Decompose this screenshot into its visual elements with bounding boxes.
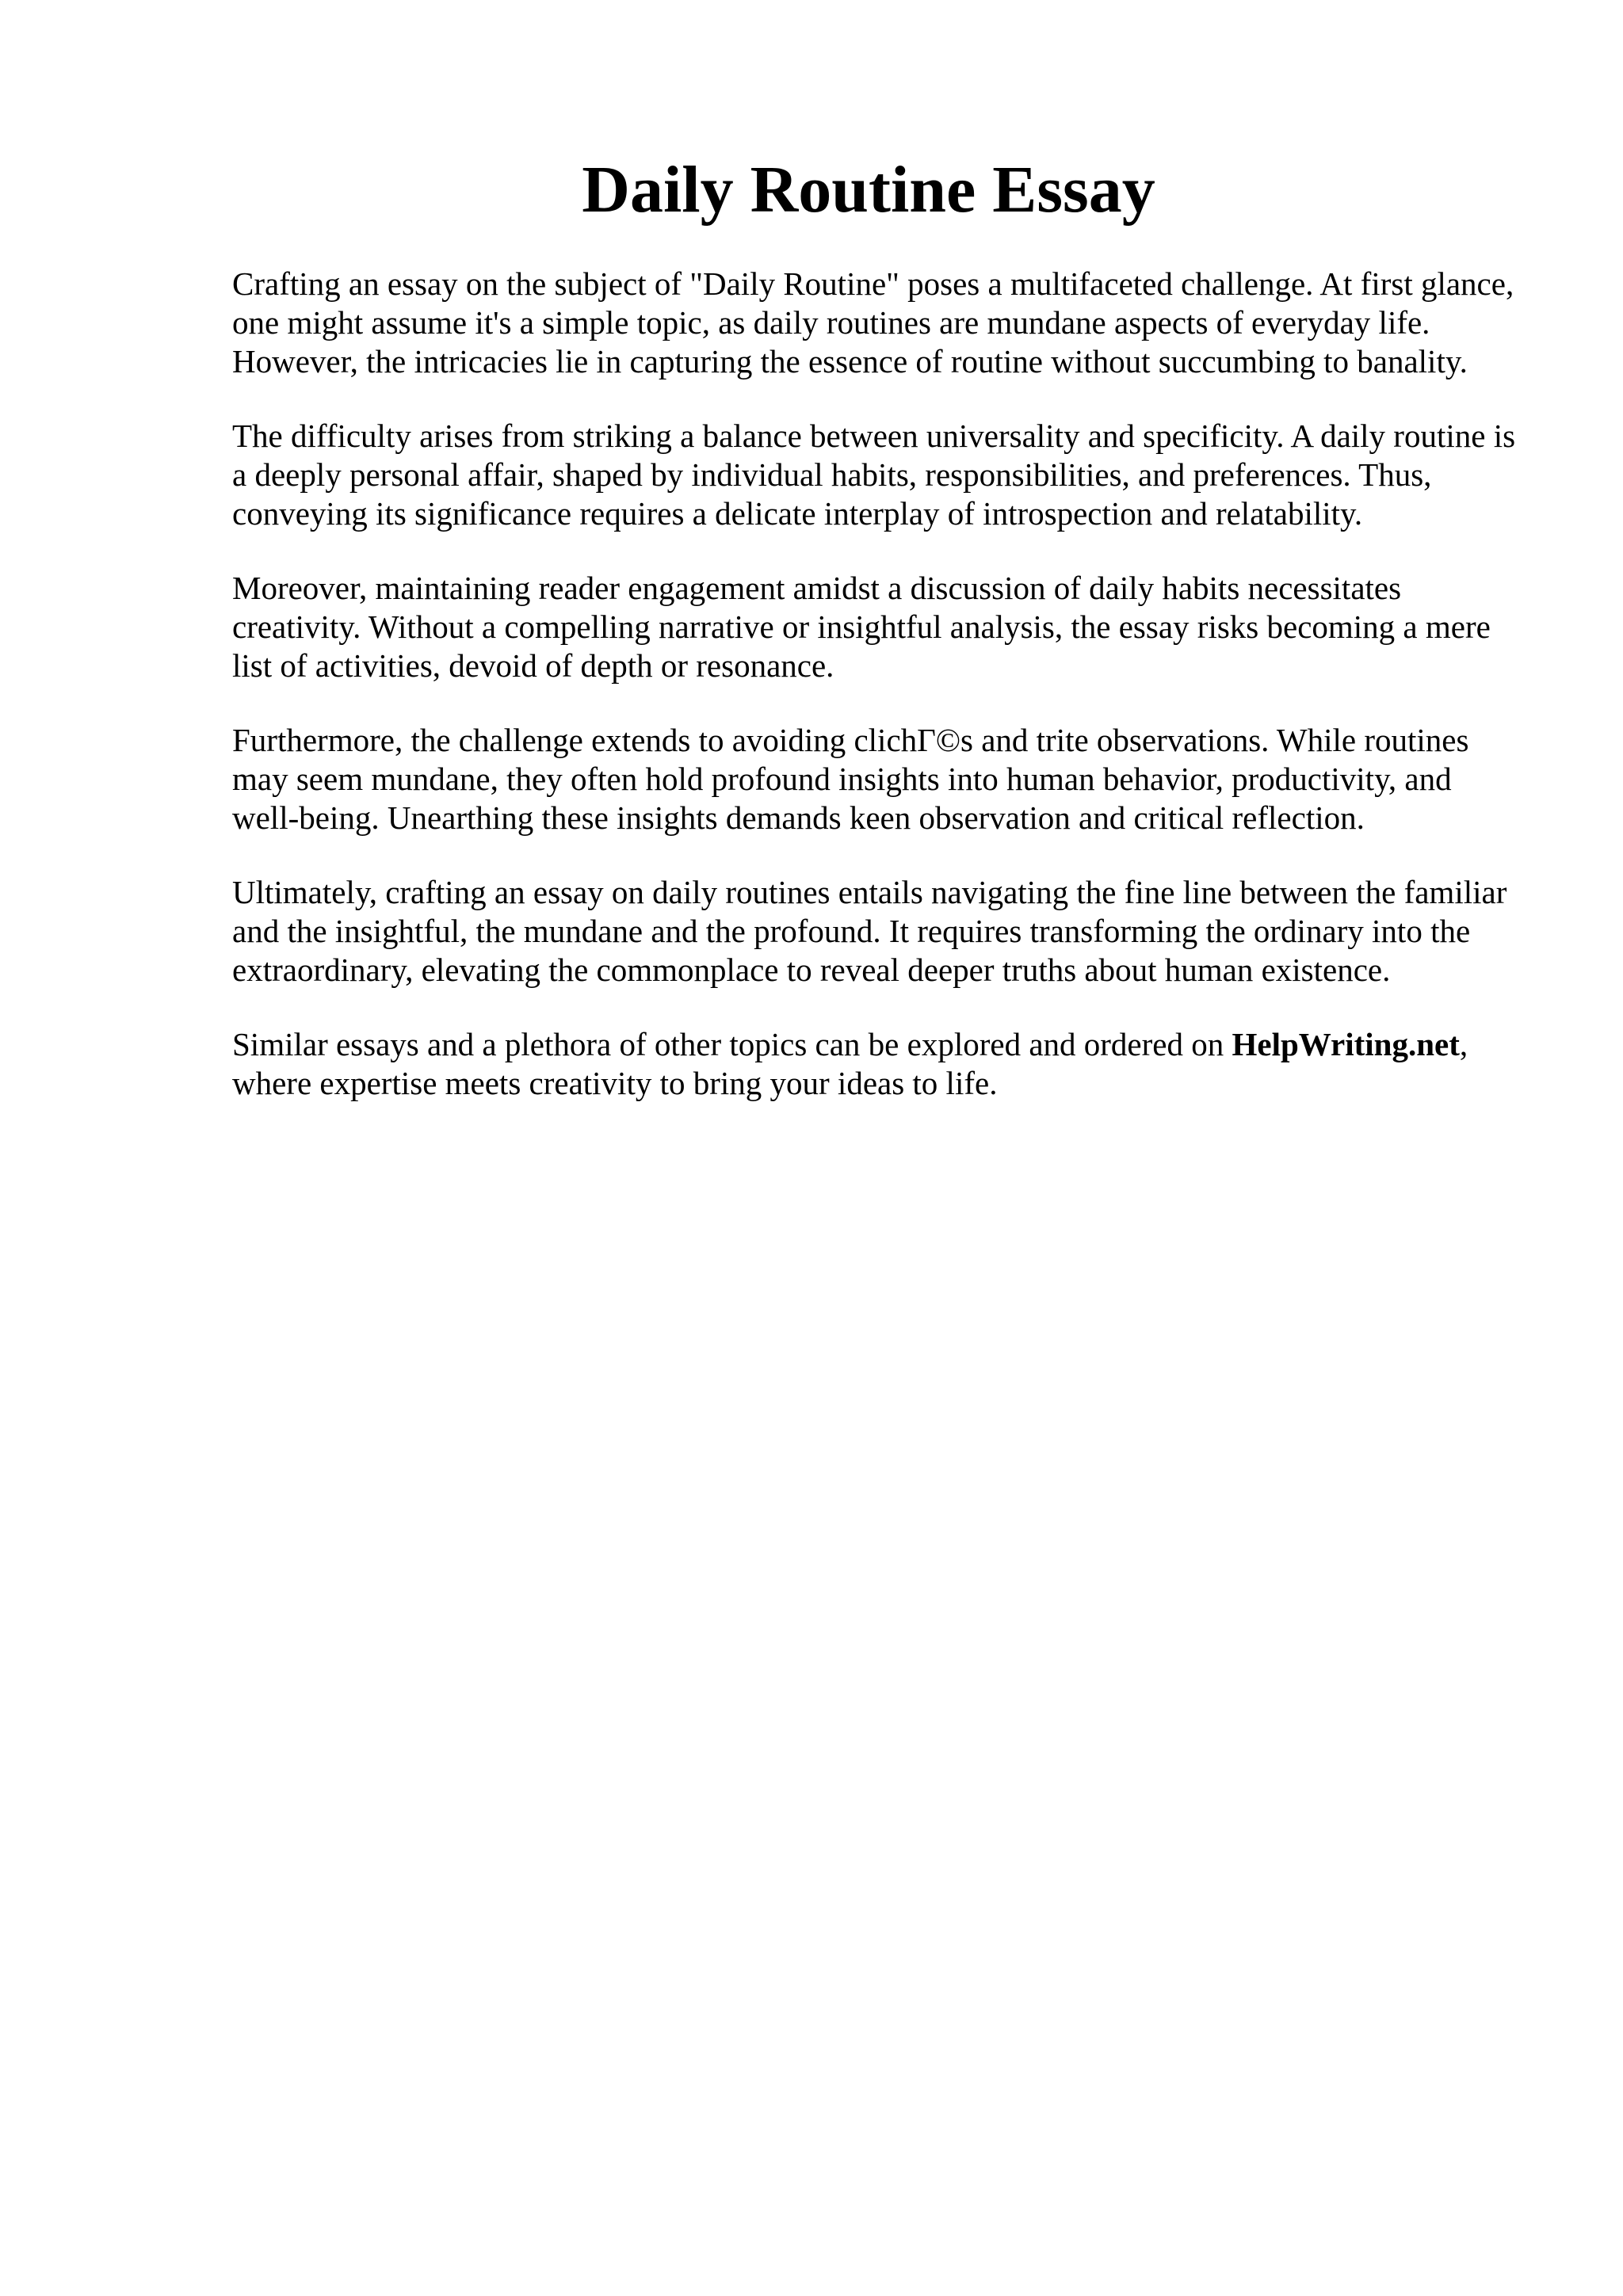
paragraph-conclusion: Ultimately, crafting an essay on daily routines entails navigating the fine line between the familiar and the insightful, the mundane and the profound. It requires transforming the ordinary into the extraordinary, elevating the commonplace to reveal deeper truths about human existence. (232, 874, 1507, 988)
paragraph-cliches: Furthermore, the challenge extends to avoiding clichΓ©s and trite observations. While routines may seem mundane, they often hold profound insights into human behavior, productivity, and well-being. Unearthing these insights demands keen observation and critical reflection. (232, 722, 1469, 836)
paragraph-difficulty: The difficulty arises from striking a balance between universality and specificity. A daily routine is a deeply personal affair, shaped by individual habits, responsibilities, and preferences. Thus, conveying its significance requires a delicate interplay of introspection and relatability. (232, 418, 1516, 532)
essay-body (232, 265, 1516, 1138)
page-title: Daily Routine Essay (582, 153, 1155, 227)
paragraph-engagement: Moreover, maintaining reader engagement amidst a discussion of daily habits necessitates creativity. Without a compelling narrative or insightful analysis, the essay risks becoming a mere list of activities, devoid of depth or resonance. (232, 570, 1491, 684)
paragraph-intro: Crafting an essay on the subject of "Daily Routine" poses a multifaceted challenge. At first glance, one might assume it's a simple topic, as daily routines are mundane aspects of everyday life. However, the intricacies lie in capturing the essence of routine without succumbing to banality. (232, 265, 1514, 379)
paragraph-closing (232, 1025, 1516, 1103)
closing-text-before: Similar essays and a plethora of other topics can be explored and ordered on (232, 1026, 1232, 1062)
closing-text-after: , where expertise meets creativity to bring your ideas to life. (232, 1026, 1468, 1101)
brand-link[interactable]: HelpWriting.net (1232, 1026, 1460, 1062)
